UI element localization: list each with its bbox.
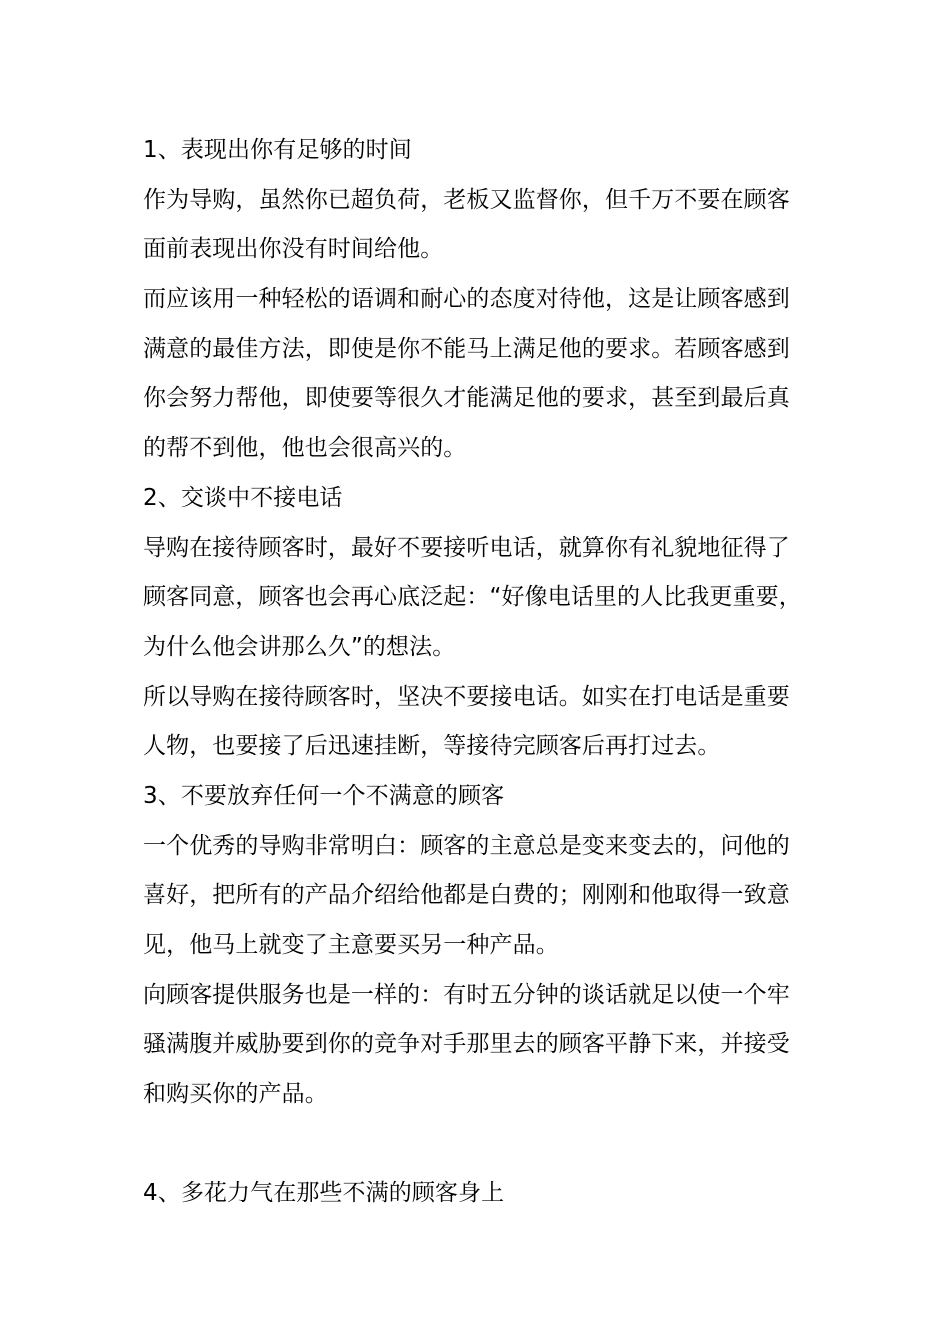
paragraph-line: 你会努力帮他，即使要等很久才能满足他的要求，甚至到最后真 (143, 385, 790, 412)
section-heading-1: 1、表现出你有足够的时间 (143, 137, 412, 163)
paragraph-line: 的帮不到他，他也会很高兴的。 (143, 435, 467, 462)
paragraph-line: 面前表现出你没有时间给他。 (143, 236, 444, 263)
document-body (143, 126, 813, 1219)
section-heading-3: 3、不要放弃任何一个不满意的顾客 (143, 782, 505, 809)
paragraph-line: 和购买你的产品。 (143, 1081, 328, 1108)
section-heading-4: 4、多花力气在那些不满的顾客身上 (143, 1180, 505, 1207)
paragraph-line: 作为导购，虽然你已超负荷，老板又监督你，但千万不要在顾客 (143, 186, 790, 213)
blank-line (143, 1120, 813, 1170)
paragraph-line: 向顾客提供服务也是一样的：有时五分钟的谈话就足以使一个牢 (143, 981, 790, 1008)
paragraph-line: 人物，也要接了后迅速挂断，等接待完顾客后再打过去。 (143, 733, 721, 760)
paragraph-line: 而应该用一种轻松的语调和耐心的态度对待他，这是让顾客感到 (143, 286, 790, 313)
section-heading-2: 2、交谈中不接电话 (143, 484, 343, 511)
paragraph-line: 为什么他会讲那么久”的想法。 (143, 633, 456, 660)
paragraph-line: 所以导购在接待顾客时，坚决不要接电话。如实在打电话是重要 (143, 683, 790, 710)
paragraph-line: 导购在接待顾客时，最好不要接听电话，就算你有礼貌地征得了 (143, 534, 790, 561)
paragraph-line: 满意的最佳方法，即使是你不能马上满足他的要求。若顾客感到 (143, 335, 790, 362)
paragraph-line: 喜好，把所有的产品介绍给他都是白费的；刚刚和他取得一致意 (143, 882, 790, 909)
paragraph-line: 一个优秀的导购非常明白：顾客的主意总是变来变去的，问他的 (143, 832, 790, 859)
paragraph-line: 骚满腹并威胁要到你的竞争对手那里去的顾客平静下来，并接受 (143, 1031, 790, 1058)
paragraph-line: 顾客同意，顾客也会再心底泛起：“好像电话里的人比我更重要， (143, 584, 802, 611)
paragraph-line: 见，他马上就变了主意要买另一种产品。 (143, 932, 559, 958)
